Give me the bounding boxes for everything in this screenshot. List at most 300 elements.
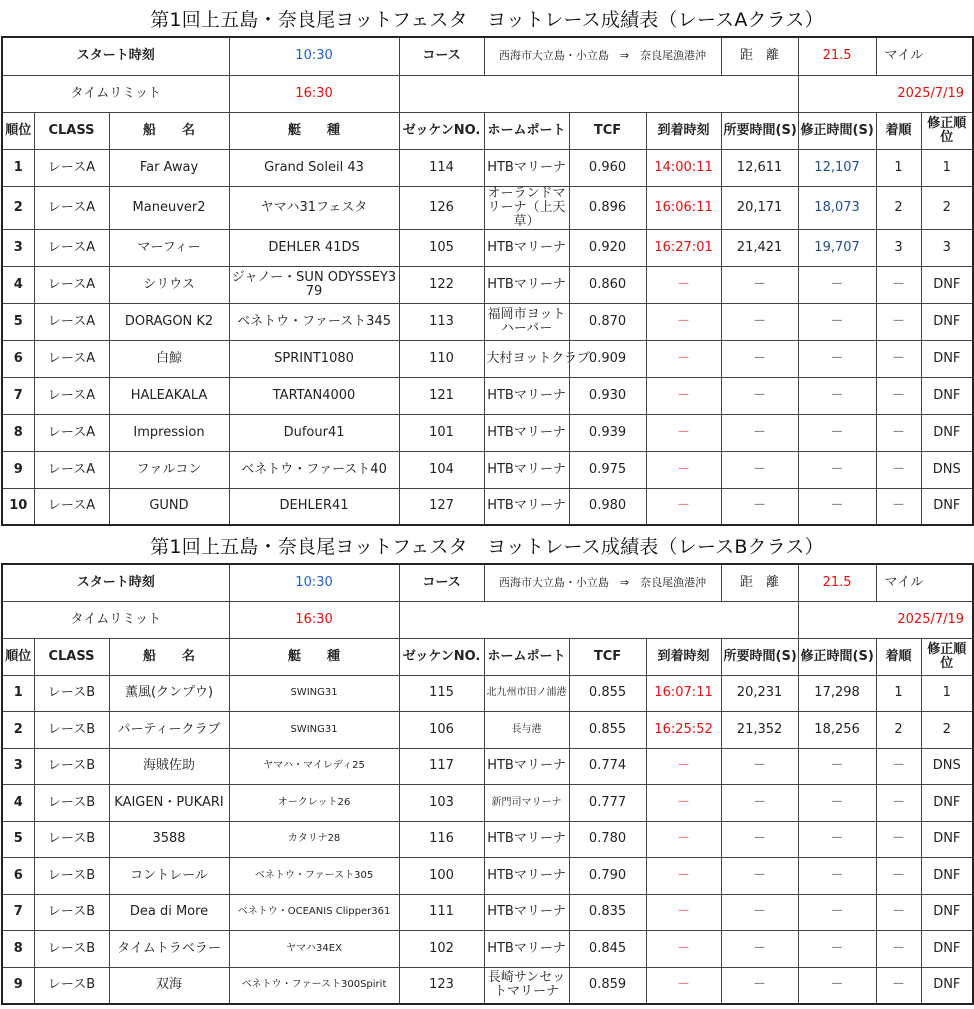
cell-tcf: 0.780	[569, 821, 646, 858]
cell-rank: 9	[2, 451, 34, 488]
cell-corrected-time: 18,256	[798, 712, 876, 749]
cell-finish-order: －	[876, 821, 921, 858]
cell-boat-name: Dea di More	[109, 894, 229, 931]
cell-corrected-rank: DNF	[921, 785, 973, 822]
cell-arrival-time: －	[646, 748, 721, 785]
col-header-rank: 順位	[2, 112, 34, 149]
distance-unit: マイル	[876, 564, 973, 601]
cell-arrival-time: －	[646, 266, 721, 303]
table-row	[2, 675, 973, 712]
cell-corrected-time: －	[798, 488, 876, 525]
cell-elapsed-time: 20,171	[721, 186, 798, 229]
cell-corrected-rank: DNF	[921, 821, 973, 858]
cell-class: レースB	[34, 785, 109, 822]
cell-tcf: 0.896	[569, 186, 646, 229]
cell-boat-type: ベネトウ・OCEANIS Clipper361	[229, 894, 399, 931]
cell-home-port: オーランドマリーナ（上天草）	[484, 186, 569, 229]
table-row	[2, 785, 973, 822]
results-table-race-a	[1, 36, 974, 526]
cell-sail-no: 104	[399, 451, 484, 488]
cell-home-port: HTBマリーナ	[484, 229, 569, 266]
cell-tcf: 0.920	[569, 229, 646, 266]
cell-corrected-time: －	[798, 821, 876, 858]
cell-elapsed-time: －	[721, 488, 798, 525]
table-row	[2, 748, 973, 785]
cell-rank: 3	[2, 748, 34, 785]
cell-finish-order: 3	[876, 229, 921, 266]
cell-elapsed-time: －	[721, 858, 798, 895]
cell-arrival-time: －	[646, 414, 721, 451]
cell-corrected-rank: DNF	[921, 967, 973, 1004]
table-row	[2, 931, 973, 968]
col-header-sail-no: ゼッケンNO.	[399, 112, 484, 149]
cell-class: レースB	[34, 675, 109, 712]
col-header-arrival: 到着時刻	[646, 112, 721, 149]
start-time-label: スタート時刻	[2, 37, 229, 75]
cell-home-port: HTBマリーナ	[484, 931, 569, 968]
col-header-elapsed: 所要時間(S)	[721, 638, 798, 675]
col-header-rank: 順位	[2, 638, 34, 675]
cell-finish-order: 2	[876, 712, 921, 749]
info-row-limit	[2, 75, 973, 112]
cell-elapsed-time: －	[721, 414, 798, 451]
col-header-arrival: 到着時刻	[646, 638, 721, 675]
cell-sail-no: 100	[399, 858, 484, 895]
col-header-tcf: TCF	[569, 638, 646, 675]
cell-finish-order: －	[876, 931, 921, 968]
cell-finish-order: －	[876, 785, 921, 822]
col-header-corrected-rank: 修正順位	[921, 638, 973, 675]
cell-sail-no: 116	[399, 821, 484, 858]
cell-corrected-rank: DNF	[921, 488, 973, 525]
cell-boat-name: 3588	[109, 821, 229, 858]
cell-corrected-rank: 1	[921, 675, 973, 712]
cell-boat-type: ヤマハ34EX	[229, 931, 399, 968]
cell-rank: 7	[2, 894, 34, 931]
distance-value: 21.5	[798, 564, 876, 601]
cell-arrival-time: －	[646, 488, 721, 525]
cell-elapsed-time: －	[721, 451, 798, 488]
title-race-a: 第1回上五島・奈良尾ヨットフェスタ ヨットレース成績表（レースAクラス）	[150, 9, 824, 31]
cell-rank: 5	[2, 821, 34, 858]
cell-rank: 7	[2, 377, 34, 414]
cell-tcf: 0.855	[569, 675, 646, 712]
header-row	[2, 638, 973, 675]
cell-sail-no: 111	[399, 894, 484, 931]
cell-corrected-rank: DNS	[921, 748, 973, 785]
col-header-sail-no: ゼッケンNO.	[399, 638, 484, 675]
course-value: 西海市大立島・小立島 ⇒ 奈良尾漁港沖	[484, 564, 721, 601]
cell-sail-no: 114	[399, 149, 484, 186]
cell-corrected-rank: DNS	[921, 451, 973, 488]
cell-sail-no: 122	[399, 266, 484, 303]
cell-rank: 6	[2, 340, 34, 377]
cell-corrected-rank: DNF	[921, 303, 973, 340]
cell-home-port: 大村ヨットクラブ	[484, 340, 569, 377]
race-date: 2025/7/19	[798, 75, 973, 112]
col-header-finish-order: 着順	[876, 112, 921, 149]
cell-home-port: HTBマリーナ	[484, 894, 569, 931]
info-blank	[399, 75, 798, 112]
table-row	[2, 488, 973, 525]
info-row-start	[2, 37, 973, 75]
cell-tcf: 0.859	[569, 967, 646, 1004]
cell-corrected-rank: 3	[921, 229, 973, 266]
cell-tcf: 0.777	[569, 785, 646, 822]
cell-corrected-time: 12,107	[798, 149, 876, 186]
distance-label: 距 離	[721, 564, 798, 601]
cell-boat-type: カタリナ28	[229, 821, 399, 858]
cell-corrected-rank: 2	[921, 186, 973, 229]
cell-class: レースA	[34, 149, 109, 186]
cell-corrected-time: －	[798, 748, 876, 785]
cell-rank: 2	[2, 186, 34, 229]
cell-rank: 2	[2, 712, 34, 749]
cell-elapsed-time: －	[721, 303, 798, 340]
cell-boat-name: パーティークラブ	[109, 712, 229, 749]
table-row	[2, 712, 973, 749]
cell-tcf: 0.909	[569, 340, 646, 377]
table-row	[2, 186, 973, 229]
col-header-corrected: 修正時間(S)	[798, 112, 876, 149]
cell-home-port: HTBマリーナ	[484, 821, 569, 858]
cell-sail-no: 127	[399, 488, 484, 525]
cell-finish-order: 2	[876, 186, 921, 229]
cell-class: レースA	[34, 414, 109, 451]
cell-sail-no: 123	[399, 967, 484, 1004]
cell-corrected-rank: DNF	[921, 340, 973, 377]
cell-elapsed-time: －	[721, 377, 798, 414]
cell-arrival-time: －	[646, 858, 721, 895]
cell-arrival-time: 16:06:11	[646, 186, 721, 229]
table-row	[2, 340, 973, 377]
cell-tcf: 0.980	[569, 488, 646, 525]
cell-elapsed-time: －	[721, 266, 798, 303]
cell-arrival-time: －	[646, 303, 721, 340]
cell-boat-type: ベネトウ・ファースト300Spirit	[229, 967, 399, 1004]
col-header-boat-name: 船 名	[109, 638, 229, 675]
cell-boat-name: Impression	[109, 414, 229, 451]
race-date: 2025/7/19	[798, 601, 973, 638]
cell-boat-name: KAIGEN・PUKARI	[109, 785, 229, 822]
time-limit-label: タイムリミット	[2, 601, 229, 638]
cell-class: レースA	[34, 340, 109, 377]
cell-class: レースA	[34, 303, 109, 340]
cell-tcf: 0.960	[569, 149, 646, 186]
cell-finish-order: －	[876, 748, 921, 785]
cell-elapsed-time: －	[721, 931, 798, 968]
cell-tcf: 0.855	[569, 712, 646, 749]
start-time-value: 10:30	[229, 37, 399, 75]
info-row-start	[2, 564, 973, 601]
cell-corrected-time: －	[798, 414, 876, 451]
cell-rank: 6	[2, 858, 34, 895]
cell-corrected-time: 17,298	[798, 675, 876, 712]
cell-boat-name: タイムトラベラー	[109, 931, 229, 968]
cell-boat-name: 薫風(クンプウ)	[109, 675, 229, 712]
cell-sail-no: 102	[399, 931, 484, 968]
course-label: コース	[399, 37, 484, 75]
table-row	[2, 414, 973, 451]
cell-elapsed-time: 12,611	[721, 149, 798, 186]
cell-tcf: 0.790	[569, 858, 646, 895]
cell-boat-type: ヤマハ31フェスタ	[229, 186, 399, 229]
col-header-elapsed: 所要時間(S)	[721, 112, 798, 149]
cell-boat-type: オークレット26	[229, 785, 399, 822]
cell-sail-no: 103	[399, 785, 484, 822]
cell-class: レースA	[34, 451, 109, 488]
cell-sail-no: 105	[399, 229, 484, 266]
start-time-label: スタート時刻	[2, 564, 229, 601]
header-row	[2, 112, 973, 149]
cell-sail-no: 115	[399, 675, 484, 712]
cell-class: レースA	[34, 266, 109, 303]
table-row	[2, 451, 973, 488]
course-label: コース	[399, 564, 484, 601]
cell-finish-order: －	[876, 894, 921, 931]
cell-class: レースB	[34, 748, 109, 785]
cell-arrival-time: －	[646, 821, 721, 858]
col-header-home-port: ホームポート	[484, 112, 569, 149]
cell-home-port: HTBマリーナ	[484, 488, 569, 525]
cell-rank: 1	[2, 675, 34, 712]
cell-finish-order: －	[876, 266, 921, 303]
cell-corrected-time: －	[798, 931, 876, 968]
cell-elapsed-time: 21,352	[721, 712, 798, 749]
cell-arrival-time: －	[646, 340, 721, 377]
cell-finish-order: 1	[876, 675, 921, 712]
cell-corrected-rank: DNF	[921, 858, 973, 895]
cell-elapsed-time: －	[721, 748, 798, 785]
cell-boat-type: SPRINT1080	[229, 340, 399, 377]
cell-arrival-time: 16:07:11	[646, 675, 721, 712]
table-row	[2, 149, 973, 186]
cell-finish-order: －	[876, 377, 921, 414]
cell-rank: 4	[2, 785, 34, 822]
col-header-home-port: ホームポート	[484, 638, 569, 675]
cell-finish-order: 1	[876, 149, 921, 186]
table-row	[2, 266, 973, 303]
cell-home-port: 新門司マリーナ	[484, 785, 569, 822]
col-header-corrected-rank: 修正順位	[921, 112, 973, 149]
cell-arrival-time: －	[646, 894, 721, 931]
cell-home-port: 長崎サンセットマリーナ	[484, 967, 569, 1004]
cell-tcf: 0.835	[569, 894, 646, 931]
cell-corrected-time: －	[798, 785, 876, 822]
info-blank	[399, 601, 798, 638]
cell-home-port: 北九州市田ノ浦港	[484, 675, 569, 712]
cell-tcf: 0.930	[569, 377, 646, 414]
cell-tcf: 0.860	[569, 266, 646, 303]
cell-boat-type: ベネトウ・ファースト345	[229, 303, 399, 340]
cell-corrected-time: －	[798, 303, 876, 340]
cell-boat-name: DORAGON K2	[109, 303, 229, 340]
cell-corrected-rank: DNF	[921, 266, 973, 303]
cell-sail-no: 113	[399, 303, 484, 340]
cell-corrected-time: －	[798, 340, 876, 377]
cell-corrected-time: －	[798, 451, 876, 488]
cell-elapsed-time: －	[721, 340, 798, 377]
cell-corrected-time: 18,073	[798, 186, 876, 229]
cell-boat-name: シリウス	[109, 266, 229, 303]
cell-rank: 3	[2, 229, 34, 266]
cell-arrival-time: －	[646, 931, 721, 968]
cell-arrival-time: 16:27:01	[646, 229, 721, 266]
time-limit-value: 16:30	[229, 601, 399, 638]
col-header-tcf: TCF	[569, 112, 646, 149]
cell-tcf: 0.939	[569, 414, 646, 451]
cell-elapsed-time: －	[721, 821, 798, 858]
table-row	[2, 377, 973, 414]
cell-home-port: HTBマリーナ	[484, 377, 569, 414]
course-value: 西海市大立島・小立島 ⇒ 奈良尾漁港沖	[484, 37, 721, 75]
cell-arrival-time: －	[646, 967, 721, 1004]
cell-elapsed-time: －	[721, 785, 798, 822]
distance-label: 距 離	[721, 37, 798, 75]
cell-home-port: HTBマリーナ	[484, 451, 569, 488]
cell-sail-no: 121	[399, 377, 484, 414]
cell-corrected-rank: DNF	[921, 894, 973, 931]
cell-home-port: HTBマリーナ	[484, 266, 569, 303]
cell-boat-type: ベネトウ・ファースト305	[229, 858, 399, 895]
col-header-corrected: 修正時間(S)	[798, 638, 876, 675]
cell-sail-no: 101	[399, 414, 484, 451]
cell-corrected-rank: DNF	[921, 931, 973, 968]
col-header-finish-order: 着順	[876, 638, 921, 675]
cell-boat-type: ヤマハ・マイレディ25	[229, 748, 399, 785]
results-table-race-b	[1, 563, 974, 1005]
cell-home-port: HTBマリーナ	[484, 414, 569, 451]
cell-boat-type: DEHLER41	[229, 488, 399, 525]
cell-rank: 5	[2, 303, 34, 340]
cell-home-port: 福岡市ヨットハーバー	[484, 303, 569, 340]
cell-arrival-time: －	[646, 377, 721, 414]
cell-boat-type: Grand Soleil 43	[229, 149, 399, 186]
cell-finish-order: －	[876, 451, 921, 488]
cell-class: レースA	[34, 186, 109, 229]
cell-class: レースB	[34, 858, 109, 895]
cell-boat-name: ファルコン	[109, 451, 229, 488]
cell-home-port: HTBマリーナ	[484, 149, 569, 186]
cell-corrected-time: －	[798, 266, 876, 303]
cell-boat-name: コントレール	[109, 858, 229, 895]
cell-rank: 9	[2, 967, 34, 1004]
cell-boat-name: GUND	[109, 488, 229, 525]
cell-sail-no: 117	[399, 748, 484, 785]
cell-finish-order: －	[876, 340, 921, 377]
title-race-b: 第1回上五島・奈良尾ヨットフェスタ ヨットレース成績表（レースBクラス）	[150, 536, 824, 558]
cell-boat-type: Dufour41	[229, 414, 399, 451]
cell-finish-order: －	[876, 858, 921, 895]
cell-class: レースB	[34, 894, 109, 931]
cell-rank: 8	[2, 931, 34, 968]
cell-corrected-rank: 2	[921, 712, 973, 749]
cell-rank: 4	[2, 266, 34, 303]
info-row-limit	[2, 601, 973, 638]
cell-rank: 8	[2, 414, 34, 451]
cell-class: レースA	[34, 488, 109, 525]
cell-elapsed-time: －	[721, 967, 798, 1004]
cell-corrected-rank: DNF	[921, 414, 973, 451]
table-row	[2, 229, 973, 266]
cell-elapsed-time: 20,231	[721, 675, 798, 712]
table-row	[2, 303, 973, 340]
cell-boat-type: ジャノー・SUN ODYSSEY379	[229, 266, 399, 303]
cell-home-port: HTBマリーナ	[484, 748, 569, 785]
cell-corrected-time: 19,707	[798, 229, 876, 266]
cell-corrected-time: －	[798, 967, 876, 1004]
cell-class: レースB	[34, 931, 109, 968]
table-row	[2, 821, 973, 858]
cell-boat-name: 海賊佐助	[109, 748, 229, 785]
cell-arrival-time: －	[646, 785, 721, 822]
cell-boat-name: マーフィー	[109, 229, 229, 266]
cell-class: レースB	[34, 821, 109, 858]
cell-tcf: 0.774	[569, 748, 646, 785]
cell-tcf: 0.975	[569, 451, 646, 488]
cell-corrected-time: －	[798, 894, 876, 931]
cell-boat-type: DEHLER 41DS	[229, 229, 399, 266]
cell-class: レースB	[34, 712, 109, 749]
cell-home-port: 長与港	[484, 712, 569, 749]
cell-finish-order: －	[876, 488, 921, 525]
cell-arrival-time: －	[646, 451, 721, 488]
col-header-boat-type: 艇 種	[229, 112, 399, 149]
time-limit-label: タイムリミット	[2, 75, 229, 112]
cell-finish-order: －	[876, 303, 921, 340]
cell-boat-type: TARTAN4000	[229, 377, 399, 414]
cell-finish-order: －	[876, 967, 921, 1004]
time-limit-value: 16:30	[229, 75, 399, 112]
cell-corrected-rank: 1	[921, 149, 973, 186]
cell-arrival-time: 14:00:11	[646, 149, 721, 186]
cell-boat-name: Maneuver2	[109, 186, 229, 229]
cell-class: レースA	[34, 377, 109, 414]
cell-sail-no: 110	[399, 340, 484, 377]
cell-sail-no: 126	[399, 186, 484, 229]
table-row	[2, 967, 973, 1004]
col-header-boat-type: 艇 種	[229, 638, 399, 675]
cell-elapsed-time: 21,421	[721, 229, 798, 266]
cell-corrected-time: －	[798, 858, 876, 895]
distance-value: 21.5	[798, 37, 876, 75]
cell-rank: 1	[2, 149, 34, 186]
col-header-class: CLASS	[34, 112, 109, 149]
cell-boat-name: 白鯨	[109, 340, 229, 377]
cell-rank: 10	[2, 488, 34, 525]
cell-class: レースA	[34, 229, 109, 266]
cell-boat-name: 双海	[109, 967, 229, 1004]
cell-sail-no: 106	[399, 712, 484, 749]
cell-finish-order: －	[876, 414, 921, 451]
start-time-value: 10:30	[229, 564, 399, 601]
cell-tcf: 0.845	[569, 931, 646, 968]
cell-boat-name: HALEAKALA	[109, 377, 229, 414]
cell-arrival-time: 16:25:52	[646, 712, 721, 749]
cell-class: レースB	[34, 967, 109, 1004]
col-header-boat-name: 船 名	[109, 112, 229, 149]
table-row	[2, 858, 973, 895]
cell-elapsed-time: －	[721, 894, 798, 931]
cell-boat-type: SWING31	[229, 675, 399, 712]
col-header-class: CLASS	[34, 638, 109, 675]
table-row	[2, 894, 973, 931]
cell-home-port: HTBマリーナ	[484, 858, 569, 895]
distance-unit: マイル	[876, 37, 973, 75]
cell-tcf: 0.870	[569, 303, 646, 340]
cell-boat-type: SWING31	[229, 712, 399, 749]
cell-corrected-time: －	[798, 377, 876, 414]
